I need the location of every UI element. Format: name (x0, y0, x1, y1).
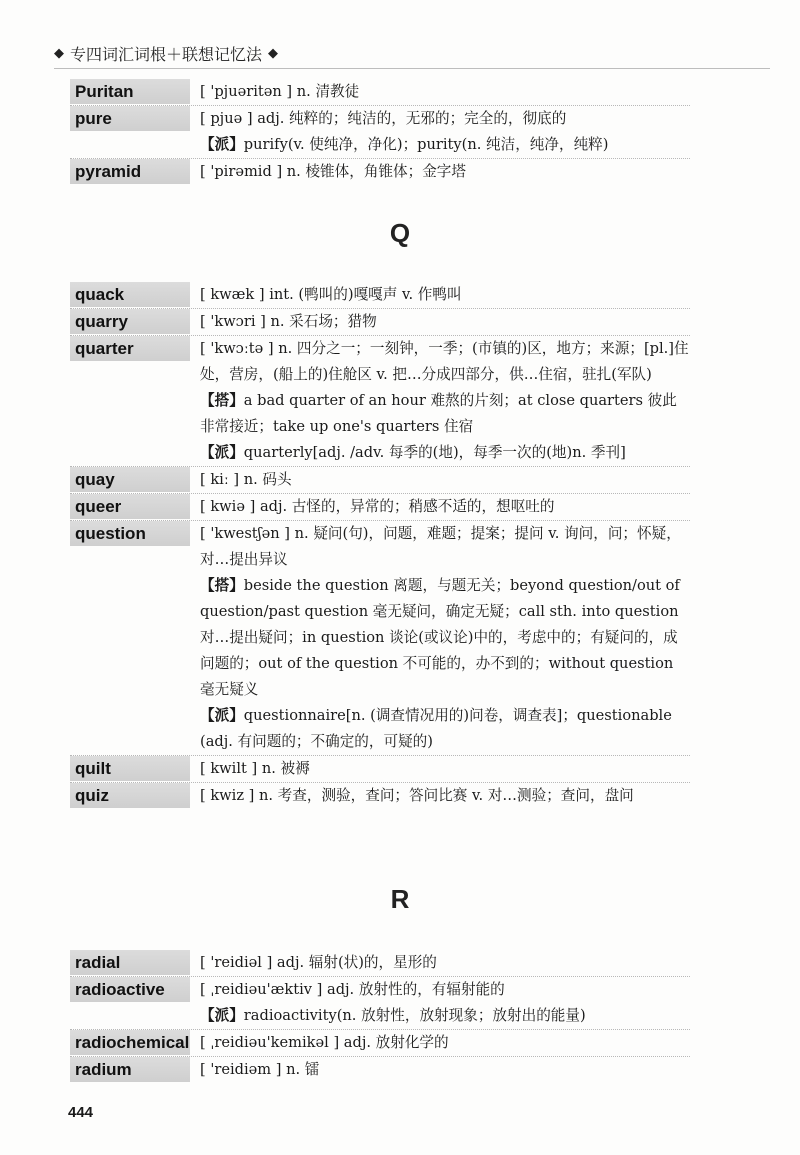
definition: [ kwiz ] n. 考查，测验，查问；答问比赛 v. 对…测验；查问，盘问 (200, 787, 634, 804)
entry-body (200, 950, 690, 976)
headword: radiochemical (70, 1030, 190, 1055)
headword: quarter (70, 336, 190, 361)
definition: [ 'reidiəm ] n. 镭 (200, 1061, 320, 1078)
sub-entry (200, 388, 690, 440)
entries-p (70, 79, 690, 185)
header-divider (54, 68, 770, 69)
dictionary-entry (70, 782, 690, 809)
dictionary-entry (70, 1056, 690, 1083)
headword: quack (70, 282, 190, 307)
headword: Puritan (70, 79, 190, 104)
definition: [ kwilt ] n. 被褥 (200, 760, 310, 777)
sub-entry-text: questionnaire[n. (调查情况用的)问卷，调查表]；questionable (adj. 有问题的；不确定的，可疑的) (200, 707, 672, 750)
sub-entry-tag: 【派】 (200, 444, 244, 461)
sub-entry-tag: 【派】 (200, 1007, 244, 1024)
diamond-icon: ◆ (268, 45, 279, 61)
page-number: 444 (68, 1104, 94, 1121)
entry-body (200, 494, 690, 520)
entry-body (200, 282, 690, 308)
definition: [ kwiə ] adj. 古怪的，异常的；稍感不适的，想呕吐的 (200, 498, 555, 515)
dictionary-entry (70, 493, 690, 520)
entry-body (200, 1030, 690, 1056)
dictionary-entry (70, 520, 690, 755)
entry-body (200, 159, 690, 185)
sub-entry-text: beside the question 离题，与题无关；beyond question/out of question/past question 毫无疑问，确定无疑；call sth. into question 对…提出疑问；in question 谈论(或议论)中的，考虑中的；有疑问的，成问题的；out of the question 不可能的，办不到的；without question 毫无疑义 (200, 577, 680, 698)
sub-entry (200, 440, 690, 466)
definition: [ 'kwɔri ] n. 采石场；猎物 (200, 313, 377, 330)
entry-body (200, 521, 690, 755)
headword: quarry (70, 309, 190, 334)
headword: quiz (70, 783, 190, 808)
section-letter-q: Q (389, 218, 411, 248)
definition: [ kiː ] n. 码头 (200, 471, 292, 488)
entry-body (200, 79, 690, 105)
entry-body (200, 309, 690, 335)
definition: [ ˌreidiəu'kemikəl ] adj. 放射化学的 (200, 1034, 449, 1051)
dictionary-entry (70, 282, 690, 308)
dictionary-entry (70, 466, 690, 493)
page-header (54, 38, 774, 68)
entry-body (200, 756, 690, 782)
dictionary-entry (70, 976, 690, 1029)
diamond-icon: ◆ (54, 45, 64, 61)
entry-body (200, 1057, 690, 1083)
sub-entry-text: purify(v. 使纯净，净化)；purity(n. 纯洁，纯净，纯粹) (243, 136, 609, 153)
dictionary-entry (70, 755, 690, 782)
entries-q (70, 282, 690, 809)
headword: radioactive (70, 977, 190, 1002)
definition: [ 'kwɔːtə ] n. 四分之一；一刻钟，一季；(市镇的)区，地方；来源；[pl.]住处，营房，(船上的)住舱区 v. 把…分成四部分，供…住宿，驻扎(军队) (200, 340, 689, 383)
sub-entry-tag: 【搭】 (200, 392, 244, 409)
headword: radium (70, 1057, 190, 1082)
entry-body (200, 467, 690, 493)
dictionary-entry (70, 950, 690, 976)
entry-body (200, 106, 690, 158)
dictionary-entry (70, 79, 690, 105)
entry-body (200, 977, 690, 1029)
entry-body (200, 336, 690, 466)
dictionary-entry (70, 308, 690, 335)
dictionary-entry (70, 158, 690, 185)
headword: queer (70, 494, 190, 519)
definition: [ 'pjuəritən ] n. 清教徒 (200, 83, 360, 100)
entries-r (70, 950, 690, 1083)
sub-entry-text: radioactivity(n. 放射性，放射现象；放射出的能量) (243, 1007, 586, 1024)
entry-body (200, 783, 690, 809)
dictionary-entry (70, 105, 690, 158)
headword: question (70, 521, 190, 546)
sub-entry (200, 1003, 690, 1029)
definition: [ ˌreidiəu'æktiv ] adj. 放射性的，有辐射能的 (200, 981, 505, 998)
definition: [ kwæk ] int. (鸭叫的)嘎嘎声 v. 作鸭叫 (200, 286, 462, 303)
headword: pure (70, 106, 190, 131)
definition: [ 'reidiəl ] adj. 辐射(状)的，星形的 (200, 954, 437, 971)
sub-entry-text: quarterly[adj. /adv. 每季的(地)，每季一次的(地)n. 季刊] (243, 444, 626, 461)
definition: [ 'kwestʃən ] n. 疑问(句)，问题，难题；提案；提问 v. 询问，问；怀疑，对…提出异议 (200, 525, 681, 568)
dictionary-entry (70, 335, 690, 466)
sub-entry-tag: 【搭】 (200, 577, 244, 594)
sub-entry-tag: 【派】 (200, 136, 244, 153)
sub-entry (200, 132, 690, 158)
definition: [ 'pirəmid ] n. 棱锥体，角锥体；金字塔 (200, 163, 466, 180)
headword: radial (70, 950, 190, 975)
header-title: 专四词汇词根＋联想记忆法 (70, 44, 263, 64)
sub-entry (200, 573, 690, 703)
sub-entry-text: a bad quarter of an hour 难熬的片刻；at close quarters 彼此非常接近；take up one's quarters 住宿 (200, 392, 677, 435)
definition: [ pjuə ] adj. 纯粹的；纯洁的，无邪的；完全的，彻底的 (200, 110, 567, 127)
sub-entry (200, 703, 690, 755)
section-letter-r: R (390, 884, 410, 914)
sub-entry-tag: 【派】 (200, 707, 244, 724)
headword: quay (70, 467, 190, 492)
headword: quilt (70, 756, 190, 781)
headword: pyramid (70, 159, 190, 184)
dictionary-entry (70, 1029, 690, 1056)
